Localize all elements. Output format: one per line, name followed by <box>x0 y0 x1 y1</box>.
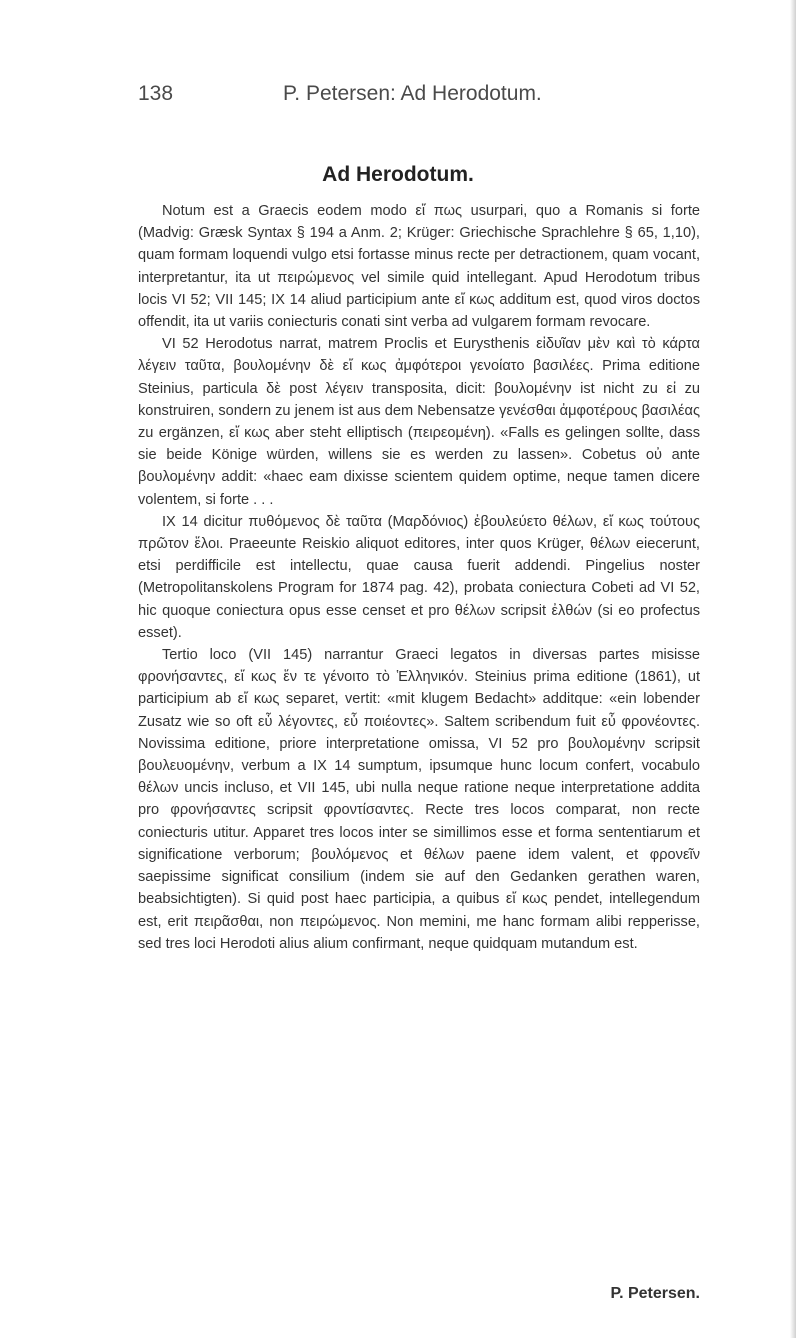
paragraph: IX 14 dicitur πυθόμενος δὲ ταῦτα (Μαρδόνιος) ἐβουλεύετο θέλων, εἴ κως τούτους πρῶτον ἕλοι. Praeeunte Reiskio aliquot editores, inter quos Krüger, θέλων eiecerunt, etsi perdifficile est intellectu, quae causa fuerit addendi. Pingelius noster (Metropolitanskolens Program for 1874 pag. 42), probata coniectura Cobeti ad VI 52, hic quoque coniectura opus esse censet et pro θέλων scripsit ἐλθών (si eo profectus esset). <box>138 513 700 641</box>
author-signature: P. Petersen. <box>610 1285 700 1302</box>
paragraph: VI 52 Herodotus narrat, matrem Proclis et Eurysthenis εἰδυῖαν μὲν καὶ τὸ κάρτα λέγειν ταῦτα, βουλομένην δὲ εἴ κως ἀμφότεροι γενοίατο βασιλέες. Prima editione Steinius, particula δὲ post λέγειν transposita, dicit: βουλομένην ist nicht zu εἰ zu konstruiren, sondern zu jenem ist aus dem Nebensatze γενέσθαι ἀμφοτέρους βασιλέας zu ergänzen, εἴ κως aber steht elliptisch (πειρεομένη). «Falls es gelingen sollte, dass sie beide Könige würden, willens sie es werden zu lassen». Cobetus οὐ ante βουλομένην addit: «haec eam dixisse scientem quidem optime, neque tamen dicere volentem, si forte . . . <box>138 336 700 508</box>
page-number: 138 <box>138 82 174 105</box>
page-edge-shadow <box>790 0 796 1338</box>
article-title: Ad Herodotum. <box>322 163 474 186</box>
running-head: P. Petersen: Ad Herodotum. <box>283 82 542 105</box>
article-body <box>138 200 700 955</box>
paragraph: Tertio loco (VII 145) narrantur Graeci legatos in diversas partes misisse φρονήσαντες, εἴ κως ἕν τε γένοιτο τὸ Ἑλληνικόν. Steinius prima editione (1861), ut participium ab εἴ κως separet, vertit: «mit klugem Bedacht» additque: «ein lobender Zusatz wie so oft εὖ λέγοντες, εὖ ποιέοντες». Saltem scribendum fuit εὖ φρονέοντες. Novissima editione, priore interpretatione omissa, VI 52 pro βουλομένην scripsit βουλευομένην, verbum a IX 14 sumptum, ipsumque hunc locum confert, vocabulo θέλων uncis incluso, et VII 145, ubi nulla neque ratione neque interpretatione addita pro φρονήσαντες scripsit φροντίσαντες. Recte tres locos comparat, non recte coniecturis utitur. Apparet tres locos inter se simillimos esse et forma sententiarum et significatione verborum; βουλόμενος et θέλων paene idem valent, et φρονεῖν saepissime significat consilium (indem sie auf den Gedanken gerathen waren, beabsichtigten). Si quid post haec participia, a quibus εἴ κως pendet, intellegendum est, erit πειρᾶσθαι, non πειρώμενος. Non memini, me hanc formam alibi repperisse, sed tres loci Herodoti alius alium confirmant, neque quidquam mutandum est. <box>138 647 700 952</box>
paragraph: Notum est a Graecis eodem modo εἴ πως usurpari, quo a Romanis si forte (Madvig: Græsk Syntax § 194 a Anm. 2; Krüger: Griechische Sprachlehre § 65, 1,10), quam formam loquendi vulgo etsi fortasse minus recte per detractionem, quam vocant, interpretantur, ita ut πειρώμενος vel simile quid intellegant. Apud Herodotum tribus locis VI 52; VII 145; IX 14 aliud participium ante εἴ κως additum est, quod viros doctos offendit, ita ut variis coniecturis conati sint verba ad vulgarem formam revocare. <box>138 203 700 331</box>
